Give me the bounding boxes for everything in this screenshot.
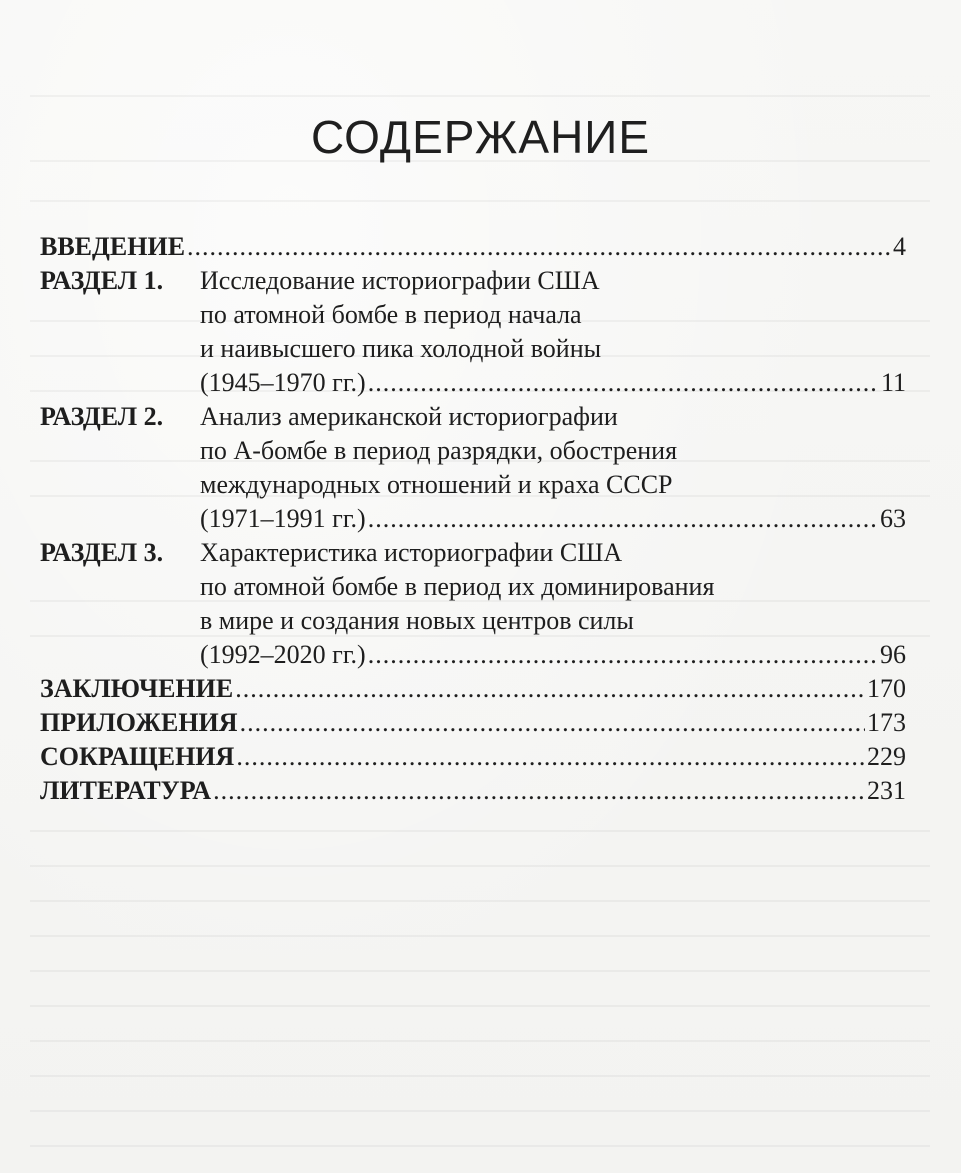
section-years: (1971–1991 гг.) [200,504,366,533]
toc-page-number: 63 [880,504,906,533]
table-of-contents [40,230,906,808]
toc-entry-section-3[interactable] [40,536,906,672]
dot-leader [213,774,865,808]
toc-entry-appendices[interactable] [40,706,906,740]
toc-page-number: 4 [893,232,906,261]
toc-entry-abbreviations[interactable] [40,740,906,774]
page-title: СОДЕРЖАНИЕ [310,111,651,163]
toc-page-number: 11 [880,368,906,397]
toc-entry-label: ПРИЛОЖЕНИЯ [40,708,238,737]
dot-leader [236,740,865,774]
section-label: РАЗДЕЛ 2. [40,402,164,431]
section-years: (1992–2020 гг.) [200,640,366,669]
toc-entry-label: СОКРАЩЕНИЯ [40,742,235,771]
toc-page-number: 231 [867,776,906,805]
section-title-last-line [200,638,906,672]
toc-entry-conclusion[interactable] [40,672,906,706]
section-years: (1945–1970 гг.) [200,368,366,397]
toc-page-number: 96 [880,640,906,669]
section-title-line: Характеристика историографии США [200,538,623,567]
section-title-line: и наивысшего пика холодной войны [200,334,602,363]
toc-entry-literature[interactable] [40,774,906,808]
section-title-line: Исследование историографии США [200,266,600,295]
section-title-last-line [200,502,906,536]
toc-entry-section-1[interactable] [40,264,906,400]
section-title-last-line [200,366,906,400]
section-title-line: Анализ американской историографии [200,402,618,431]
dot-leader [368,366,879,400]
section-title-line: по атомной бомбе в период их доминирования [200,572,715,601]
toc-entry-label: ЗАКЛЮЧЕНИЕ [40,674,234,703]
section-title [200,264,906,400]
dot-leader [368,502,878,536]
toc-page-number: 170 [867,674,906,703]
dot-leader [368,638,878,672]
toc-page-number: 173 [867,708,906,737]
section-label: РАЗДЕЛ 3. [40,538,164,567]
dot-leader [240,706,865,740]
toc-entry-label: ЛИТЕРАТУРА [40,776,212,805]
section-title [200,536,906,672]
toc-entry-section-2[interactable] [40,400,906,536]
toc-page-number: 229 [867,742,906,771]
toc-entry-label: ВВЕДЕНИЕ [40,232,186,261]
dot-leader [187,230,891,264]
dot-leader [235,672,865,706]
section-title-line: по атомной бомбе в период начала [200,300,582,329]
section-title [200,400,906,536]
toc-entry-intro[interactable] [40,230,906,264]
section-title-line: по А-бомбе в период разрядки, обострения [200,436,678,465]
section-title-line: в мире и создания новых центров силы [200,606,634,635]
section-title-line: международных отношений и краха СССР [200,470,673,499]
section-label: РАЗДЕЛ 1. [40,266,164,295]
